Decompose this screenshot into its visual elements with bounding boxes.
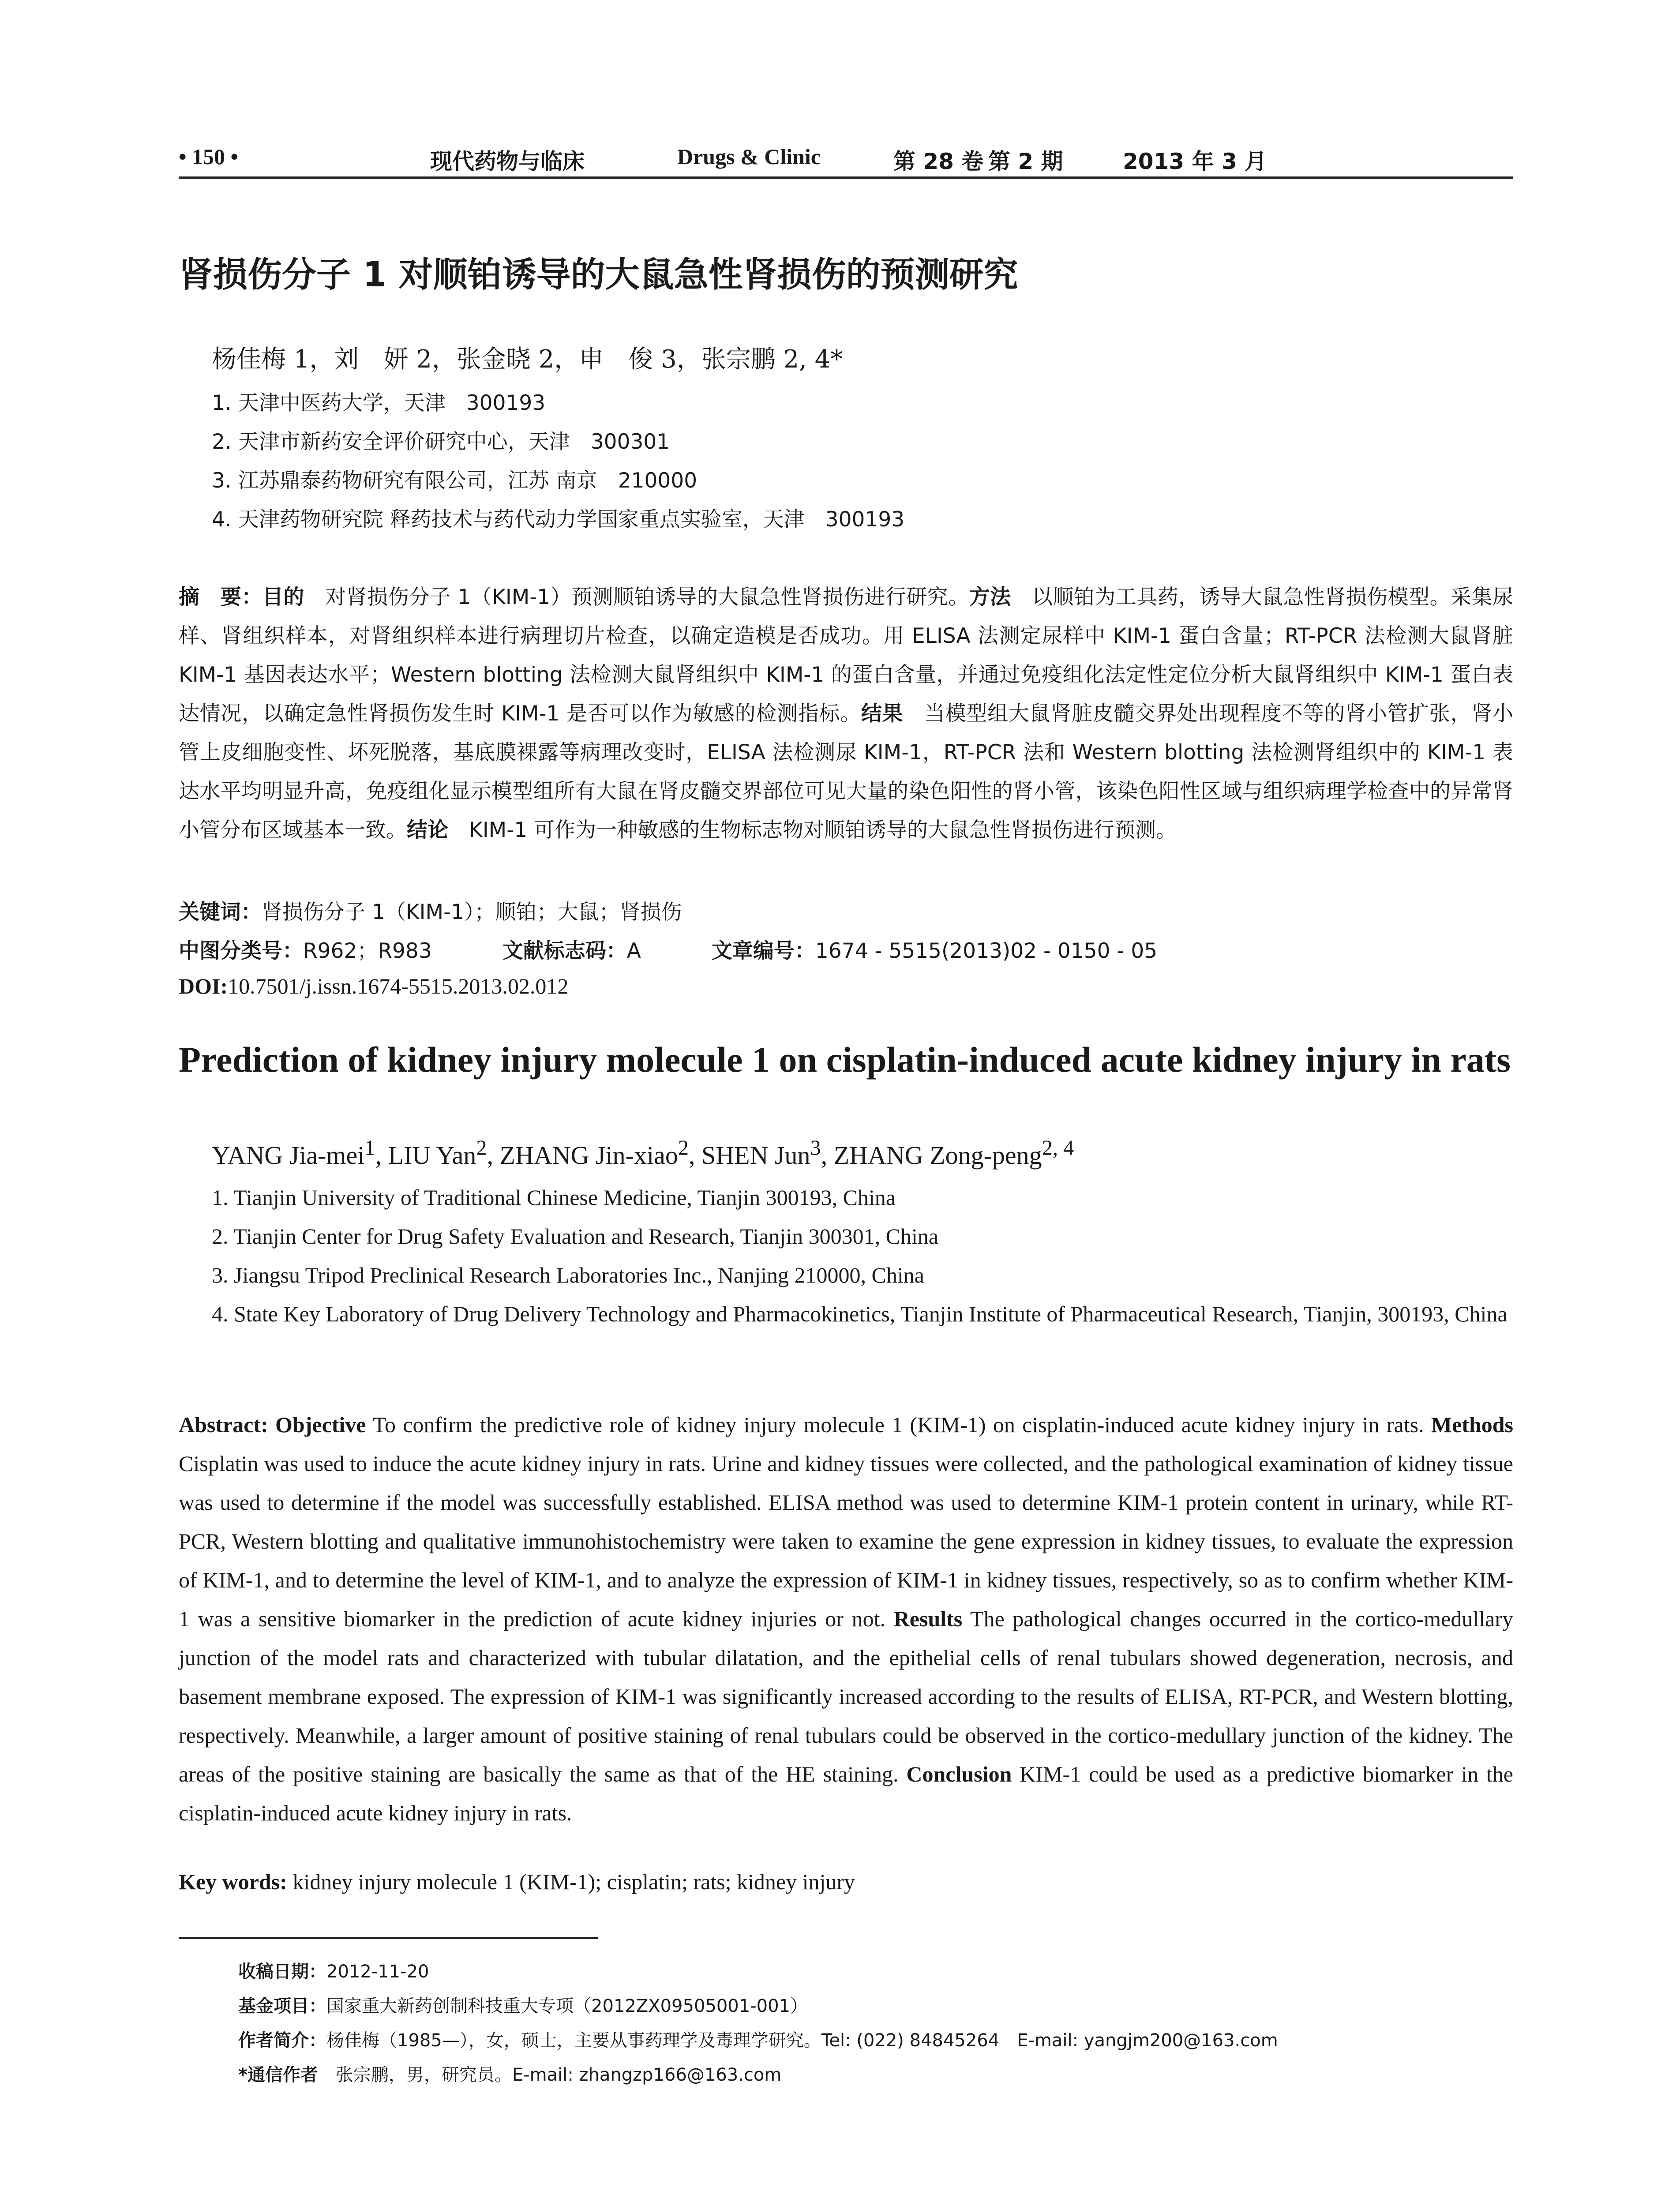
author-en-affiliation-mark: 2, 4 (1042, 1137, 1074, 1160)
affiliation-cn-item: 3. 江苏鼎泰药物研究有限公司，江苏 南京 210000 (212, 469, 698, 493)
author-en-affiliation-mark: 3 (810, 1137, 821, 1160)
author-en-name: LIU Yan (388, 1141, 476, 1170)
clc-value: R962；R983 (303, 939, 432, 963)
footnote-author (238, 2023, 1278, 2058)
author-en (701, 1137, 834, 1170)
fund-label: 基金项目： (238, 1996, 326, 2016)
article-no-label: 文章编号： (711, 939, 815, 963)
results-label-cn: 结果 (861, 702, 904, 726)
received-label: 收稿日期： (238, 1962, 326, 1982)
keywords-cn-label: 关键词： (179, 900, 262, 924)
author-en-name: YANG Jia-mei (212, 1141, 365, 1170)
keywords-cn (179, 896, 682, 925)
author-en-affiliation-mark: 1 (364, 1137, 375, 1160)
abstract-cn (179, 578, 1513, 850)
affiliation-cn-item: 1. 天津中医药大学，天津 300193 (212, 391, 546, 415)
affiliations-cn (212, 384, 1513, 539)
methods-label-en: Methods (1431, 1412, 1514, 1437)
running-header (179, 141, 1513, 179)
author-en-name: ZHANG Jin-xiao (499, 1141, 678, 1170)
affiliation-cn-item: 4. 天津药物研究院 释药技术与药代动力学国家重点实验室，天津 300193 (212, 507, 905, 532)
methods-label-cn: 方法 (969, 585, 1011, 609)
corresponding-label: *通信作者 (238, 2065, 318, 2085)
author-en-name: ZHANG Zong-peng (833, 1141, 1042, 1170)
publication-date: 2013 年 3 月 (1123, 149, 1267, 174)
affiliation-en-item: 3. Jiangsu Tripod Preclinical Research Laboratories Inc., Nanjing 210000, China (212, 1263, 924, 1287)
results-label-en: Results (893, 1606, 963, 1631)
corresponding-text: 张宗鹏，男，研究员。E-mail: zhangzp166@163.com (318, 2065, 782, 2085)
abstract-cn-label: 摘 要： (179, 585, 262, 609)
article-no-value: 1674 - 5515(2013)02 - 0150 - 05 (815, 939, 1158, 963)
journal-name-cn: 现代药物与临床 (430, 149, 585, 174)
author-en-separator: , (821, 1141, 834, 1170)
author-en-affiliation-mark: 2 (678, 1137, 689, 1160)
footnotes (238, 1955, 1278, 2092)
keywords-en-label: Key words: (179, 1869, 287, 1894)
received-date: 2012-11-20 (326, 1962, 429, 1982)
methods-text-cn: 以顺铂为工具药，诱导大鼠急性肾损伤模型。采集尿样、肾组织样本，对肾组织样本进行病理切片检查，以确定造模是否成功。用 ELISA 法测定尿样中 KIM-1 蛋白含量；RT-PCR 法检测大鼠肾脏 KIM-1 基因表达水平；Western blotting 法检测大鼠肾组织中 KIM-1 的蛋白含量，并通过免疫组化法定性定位分析大鼠肾组织中 KIM-1 蛋白表达情况，以确定急性肾损伤发生时 KIM-1 是否可以作为敏感的检测指标。 (179, 585, 1514, 726)
fund-text: 国家重大新药创制科技重大专项（2012ZX09505001-001） (326, 1996, 808, 2016)
objective-text-cn: 对肾损伤分子 1（KIM-1）预测顺铂诱导的大鼠急性肾损伤进行研究。 (304, 585, 969, 609)
results-text-en: The pathological changes occurred in the cortico-medullary junction of the model rats and characterized with tubular dilatation, and the epithelial cells of renal tubulars showed degeneration, necrosis, and basement membrane exposed. The expression of KIM-1 was significantly increased according to the results of ELISA, RT-PCR, and Western blotting, respectively. Meanwhile, a larger amount of positive staining of renal tubulars could be observed in the cortico-medullary junction of the kidney. The areas of the positive staining are basically the same as that of the HE staining. (179, 1606, 1513, 1786)
objective-text-en: To confirm the predictive role of kidney injury molecule 1 (KIM-1) on cisplatin-induced acute kidney injury in rats. (366, 1412, 1431, 1437)
clc-label: 中图分类号： (179, 939, 303, 963)
author-en-separator: , (689, 1141, 702, 1170)
author-bio-text: 杨佳梅（1985—），女，硕士，主要从事药理学及毒理学研究。Tel: (022) 84845264 E-mail: yangjm200@163.com (326, 2030, 1278, 2051)
author-en (388, 1137, 500, 1170)
footnote-fund (238, 1989, 1278, 2023)
author-en (833, 1137, 1074, 1170)
doc-code-label: 文献标志码： (502, 939, 627, 963)
affiliation-en-item: 4. State Key Laboratory of Drug Delivery Technology and Pharmacokinetics, Tianjin Institute of Pharmaceutical Research, Tianjin, 300193, China (212, 1302, 1508, 1326)
doi-link[interactable]: 10.7501/j.issn.1674-5515.2013.02.012 (228, 974, 569, 998)
doc-code-value: A (626, 939, 641, 963)
classification-line (179, 934, 1157, 964)
conclusion-label-en: Conclusion (906, 1762, 1012, 1786)
author-en (212, 1137, 388, 1170)
author-list-cn: 杨佳梅 1，刘 妍 2，张金晓 2，申 俊 3，张宗鹏 2, 4* (212, 345, 843, 374)
volume: 第 28 卷 (893, 149, 984, 174)
article-title-cn: 肾损伤分子 1 对顺铂诱导的大鼠急性肾损伤的预测研究 (179, 255, 1018, 295)
keywords-en-text: kidney injury molecule 1 (KIM-1); cisplatin; rats; kidney injury (287, 1869, 855, 1894)
footnote-corresponding (238, 2058, 1278, 2092)
conclusion-text-cn: KIM-1 可作为一种敏感的生物标志物对顺铂诱导的大鼠急性肾损伤进行预测。 (448, 818, 1177, 842)
methods-text-en: Cisplatin was used to induce the acute kidney injury in rats. Urine and kidney tissues were collected, and the pathological examination of kidney tissue was used to determine if the model was successfully established. ELISA method was used to determine KIM-1 protein content in urinary, while RT-PCR, Western blotting and qualitative immunohistochemistry were taken to examine the gene expression in kidney tissues, to evaluate the expression of KIM-1, and to determine the level of KIM-1, and to analyze the expression of KIM-1 in kidney tissues, respectively, so as to confirm whether KIM-1 was a sensitive biomarker in the prediction of acute kidney injuries or not. (179, 1451, 1513, 1631)
abstract-en (179, 1405, 1513, 1832)
author-en (499, 1137, 702, 1170)
conclusion-text-en: KIM-1 could be used as a predictive biomarker in the cisplatin-induced acute kidney injury in rats. (179, 1762, 1513, 1825)
issue: 第 2 期 (988, 149, 1063, 174)
doi-line (179, 973, 568, 999)
footnote-received (238, 1955, 1278, 1989)
objective-label-en: Objective (275, 1412, 366, 1437)
author-en-name: SHEN Jun (701, 1141, 810, 1170)
affiliation-en-item: 1. Tianjin University of Traditional Chinese Medicine, Tianjin 300193, China (212, 1185, 896, 1210)
affiliation-cn-item: 2. 天津市新药安全评价研究中心，天津 300301 (212, 430, 670, 454)
author-en-separator: , (375, 1141, 388, 1170)
affiliation-en-item: 2. Tianjin Center for Drug Safety Evaluation and Research, Tianjin 300301, China (212, 1224, 939, 1249)
author-list-en (212, 1136, 1074, 1170)
page-number: • 150 • (179, 144, 239, 169)
author-en-separator: , (487, 1141, 500, 1170)
conclusion-label-cn: 结论 (407, 818, 448, 842)
results-text-cn: 当模型组大鼠肾脏皮髓交界处出现程度不等的肾小管扩张，肾小管上皮细胞变性、坏死脱落，基底膜裸露等病理改变时，ELISA 法检测尿 KIM-1，RT-PCR 法和 Western blotting 法检测肾组织中的 KIM-1 表达水平均明显升高，免疫组化显示模型组所有大鼠在肾皮髓交界部位可见大量的染色阳性的肾小管，该染色阳性区域与组织病理学检查中的异常肾小管分布区域基本一致。 (179, 702, 1514, 842)
article-title-en: Prediction of kidney injury molecule 1 on cisplatin-induced acute kidney injury in rats (179, 1039, 1511, 1080)
author-en-affiliation-mark: 2 (476, 1137, 487, 1160)
abstract-en-label: Abstract: (179, 1412, 268, 1437)
affiliations-en (212, 1178, 1513, 1333)
keywords-en (179, 1869, 855, 1895)
objective-label-cn: 目的 (262, 585, 304, 609)
author-bio-label: 作者简介： (238, 2030, 326, 2051)
journal-name-en: Drugs & Clinic (677, 144, 821, 169)
keywords-cn-text: 肾损伤分子 1（KIM-1）；顺铂；大鼠；肾损伤 (262, 900, 682, 924)
doi-label: DOI: (179, 974, 228, 998)
footnote-divider (179, 1937, 598, 1939)
